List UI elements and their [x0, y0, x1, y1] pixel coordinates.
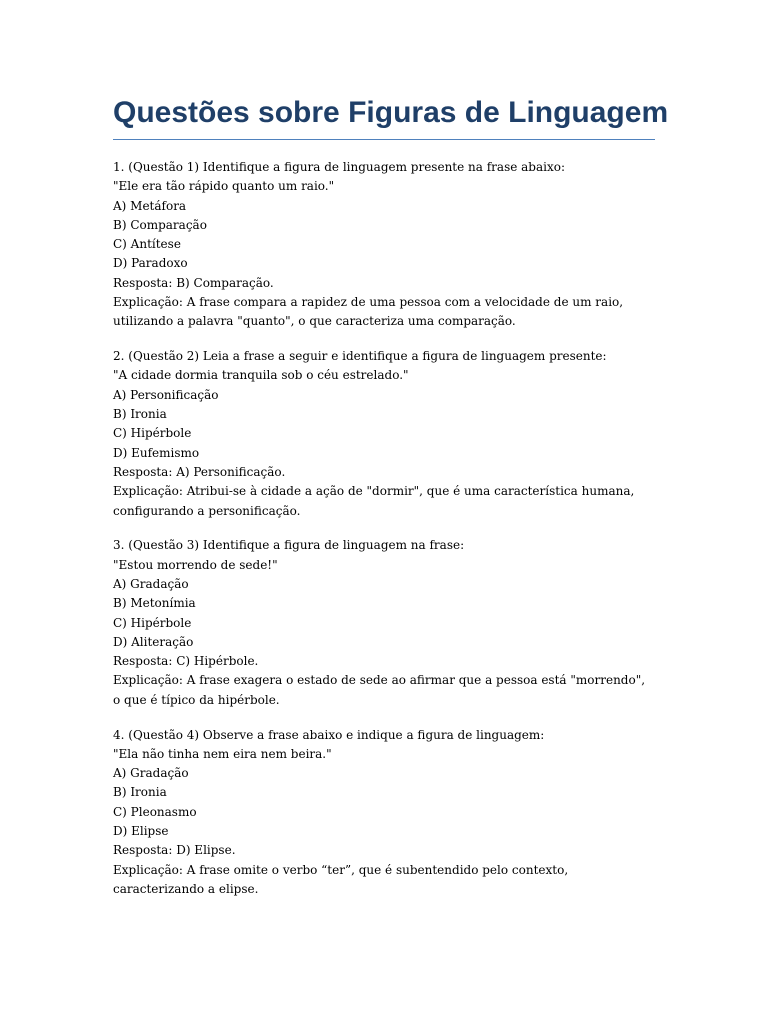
option-d: D) Paradoxo [113, 256, 188, 271]
question-quote: "A cidade dormia tranquila sob o céu estrelado." [113, 368, 409, 383]
answer: Resposta: A) Personificação. [113, 464, 286, 479]
question-quote: "Ela não tinha nem eira nem beira." [113, 746, 332, 761]
option-d: D) Aliteração [113, 634, 194, 649]
title-underline [113, 139, 655, 140]
option-b: B) Ironia [113, 407, 167, 422]
explanation: Explicação: A frase omite o verbo “ter”, que é subentendido pelo contexto, caracterizando a elipse. [113, 862, 569, 896]
question-3 [113, 536, 655, 710]
explanation: Explicação: Atribui-se à cidade a ação de "dormir", que é uma característica humana, configurando a personificação. [113, 484, 635, 518]
explanation: Explicação: A frase exagera o estado de sede ao afirmar que a pessoa está "morrendo", o que é típico da hipérbole. [113, 673, 646, 707]
option-a: A) Gradação [113, 766, 189, 781]
option-a: A) Metáfora [113, 198, 187, 213]
option-d: D) Eufemismo [113, 445, 200, 460]
option-c: C) Hipérbole [113, 426, 192, 441]
question-1 [113, 158, 655, 332]
answer: Resposta: D) Elipse. [113, 843, 236, 858]
option-a: A) Gradação [113, 576, 189, 591]
question-prompt: 1. (Questão 1) Identifique a figura de linguagem presente na frase abaixo: [113, 160, 566, 174]
option-b: B) Metonímia [113, 596, 196, 611]
question-quote: "Ele era tão rápido quanto um raio." [113, 179, 335, 194]
option-a: A) Personificação [113, 387, 219, 402]
answer: Resposta: C) Hipérbole. [113, 654, 259, 669]
question-2 [113, 347, 655, 521]
question-prompt: 2. (Questão 2) Leia a frase a seguir e identifique a figura de linguagem presente: [113, 349, 607, 364]
page-title: Questões sobre Figuras de Linguagem [113, 96, 669, 129]
option-c: C) Pleonasmo [113, 804, 197, 819]
option-b: B) Comparação [113, 217, 207, 232]
option-c: C) Hipérbole [113, 615, 192, 630]
answer: Resposta: B) Comparação. [113, 275, 274, 290]
question-4 [113, 726, 655, 900]
option-c: C) Antítese [113, 237, 181, 252]
question-prompt: 4. (Questão 4) Observe a frase abaixo e indique a figura de linguagem: [113, 727, 545, 742]
question-prompt: 3. (Questão 3) Identifique a figura de linguagem na frase: [113, 538, 465, 553]
option-b: B) Ironia [113, 785, 167, 800]
document-page [113, 93, 669, 915]
explanation: Explicação: A frase compara a rapidez de uma pessoa com a velocidade de um raio, utilizando a palavra "quanto", o que caracteriza uma comparação. [113, 295, 624, 329]
question-quote: "Estou morrendo de sede!" [113, 557, 278, 572]
option-d: D) Elipse [113, 824, 169, 838]
